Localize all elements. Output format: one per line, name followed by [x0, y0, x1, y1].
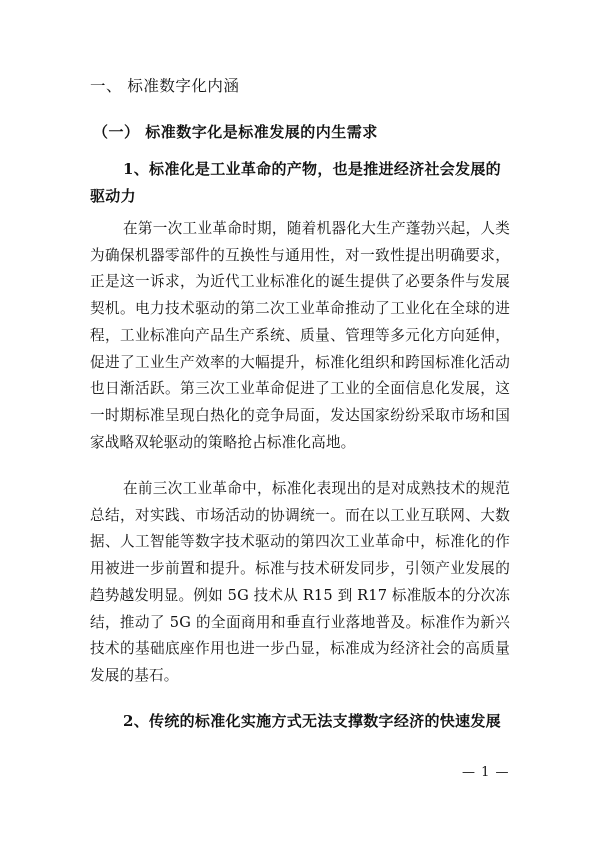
paragraph-1: 在第一次工业革命时期，随着机器化大生产蓬勃兴起，人类为确保机器零部件的互换性与通用性，对一致性提出明确要求，正是这一诉求，为近代工业标准化的诞生提供了必要条件与发展契机。电力技术驱动的第二次工业革命推动了工业化在全球的进程，工业标准向产品生产系统、质量、管理等多元化方向延伸，促进了工业生产效率的大幅提升，标准化组织和跨国标准化活动也日渐活跃。第三次工业革命促进了工业的全面信息化发展，这一时期标准呈现白热化的竞争局面，发达国家纷纷采取市场和国家战略双轮驱动的策略抢占标准化高地。	[90, 220, 510, 451]
section-1-title: 1、标准化是工业革命的产物，也是推进经济社会发展的驱动力	[90, 160, 501, 205]
heading-level-1: 一、 标准数字化内涵	[90, 77, 240, 95]
section-2-title: 2、传统的标准化实施方式无法支撑数字经济的快速发展	[123, 712, 501, 730]
paragraph-2: 在前三次工业革命中，标准化表现出的是对成熟技术的规范总结，对实践、市场活动的协调统一。而在以工业互联网、大数据、人工智能等数字技术驱动的第四次工业革命中，标准化的作用被进一步前置和提升。标准与技术研发同步，引领产业发展的趋势越发明显。例如 5G 技术从 R15 到 R17 标准版本的分次冻结，推动了 5G 的全面商用和垂直行业落地普及。标准作为新兴技术的基础底座作用也进一步凸显，标准成为经济社会的高质量发展的基石。	[90, 480, 510, 684]
heading-level-2: （一） 标准数字化是标准发展的内生需求	[93, 123, 378, 141]
page-number: — 1 —	[462, 765, 510, 780]
